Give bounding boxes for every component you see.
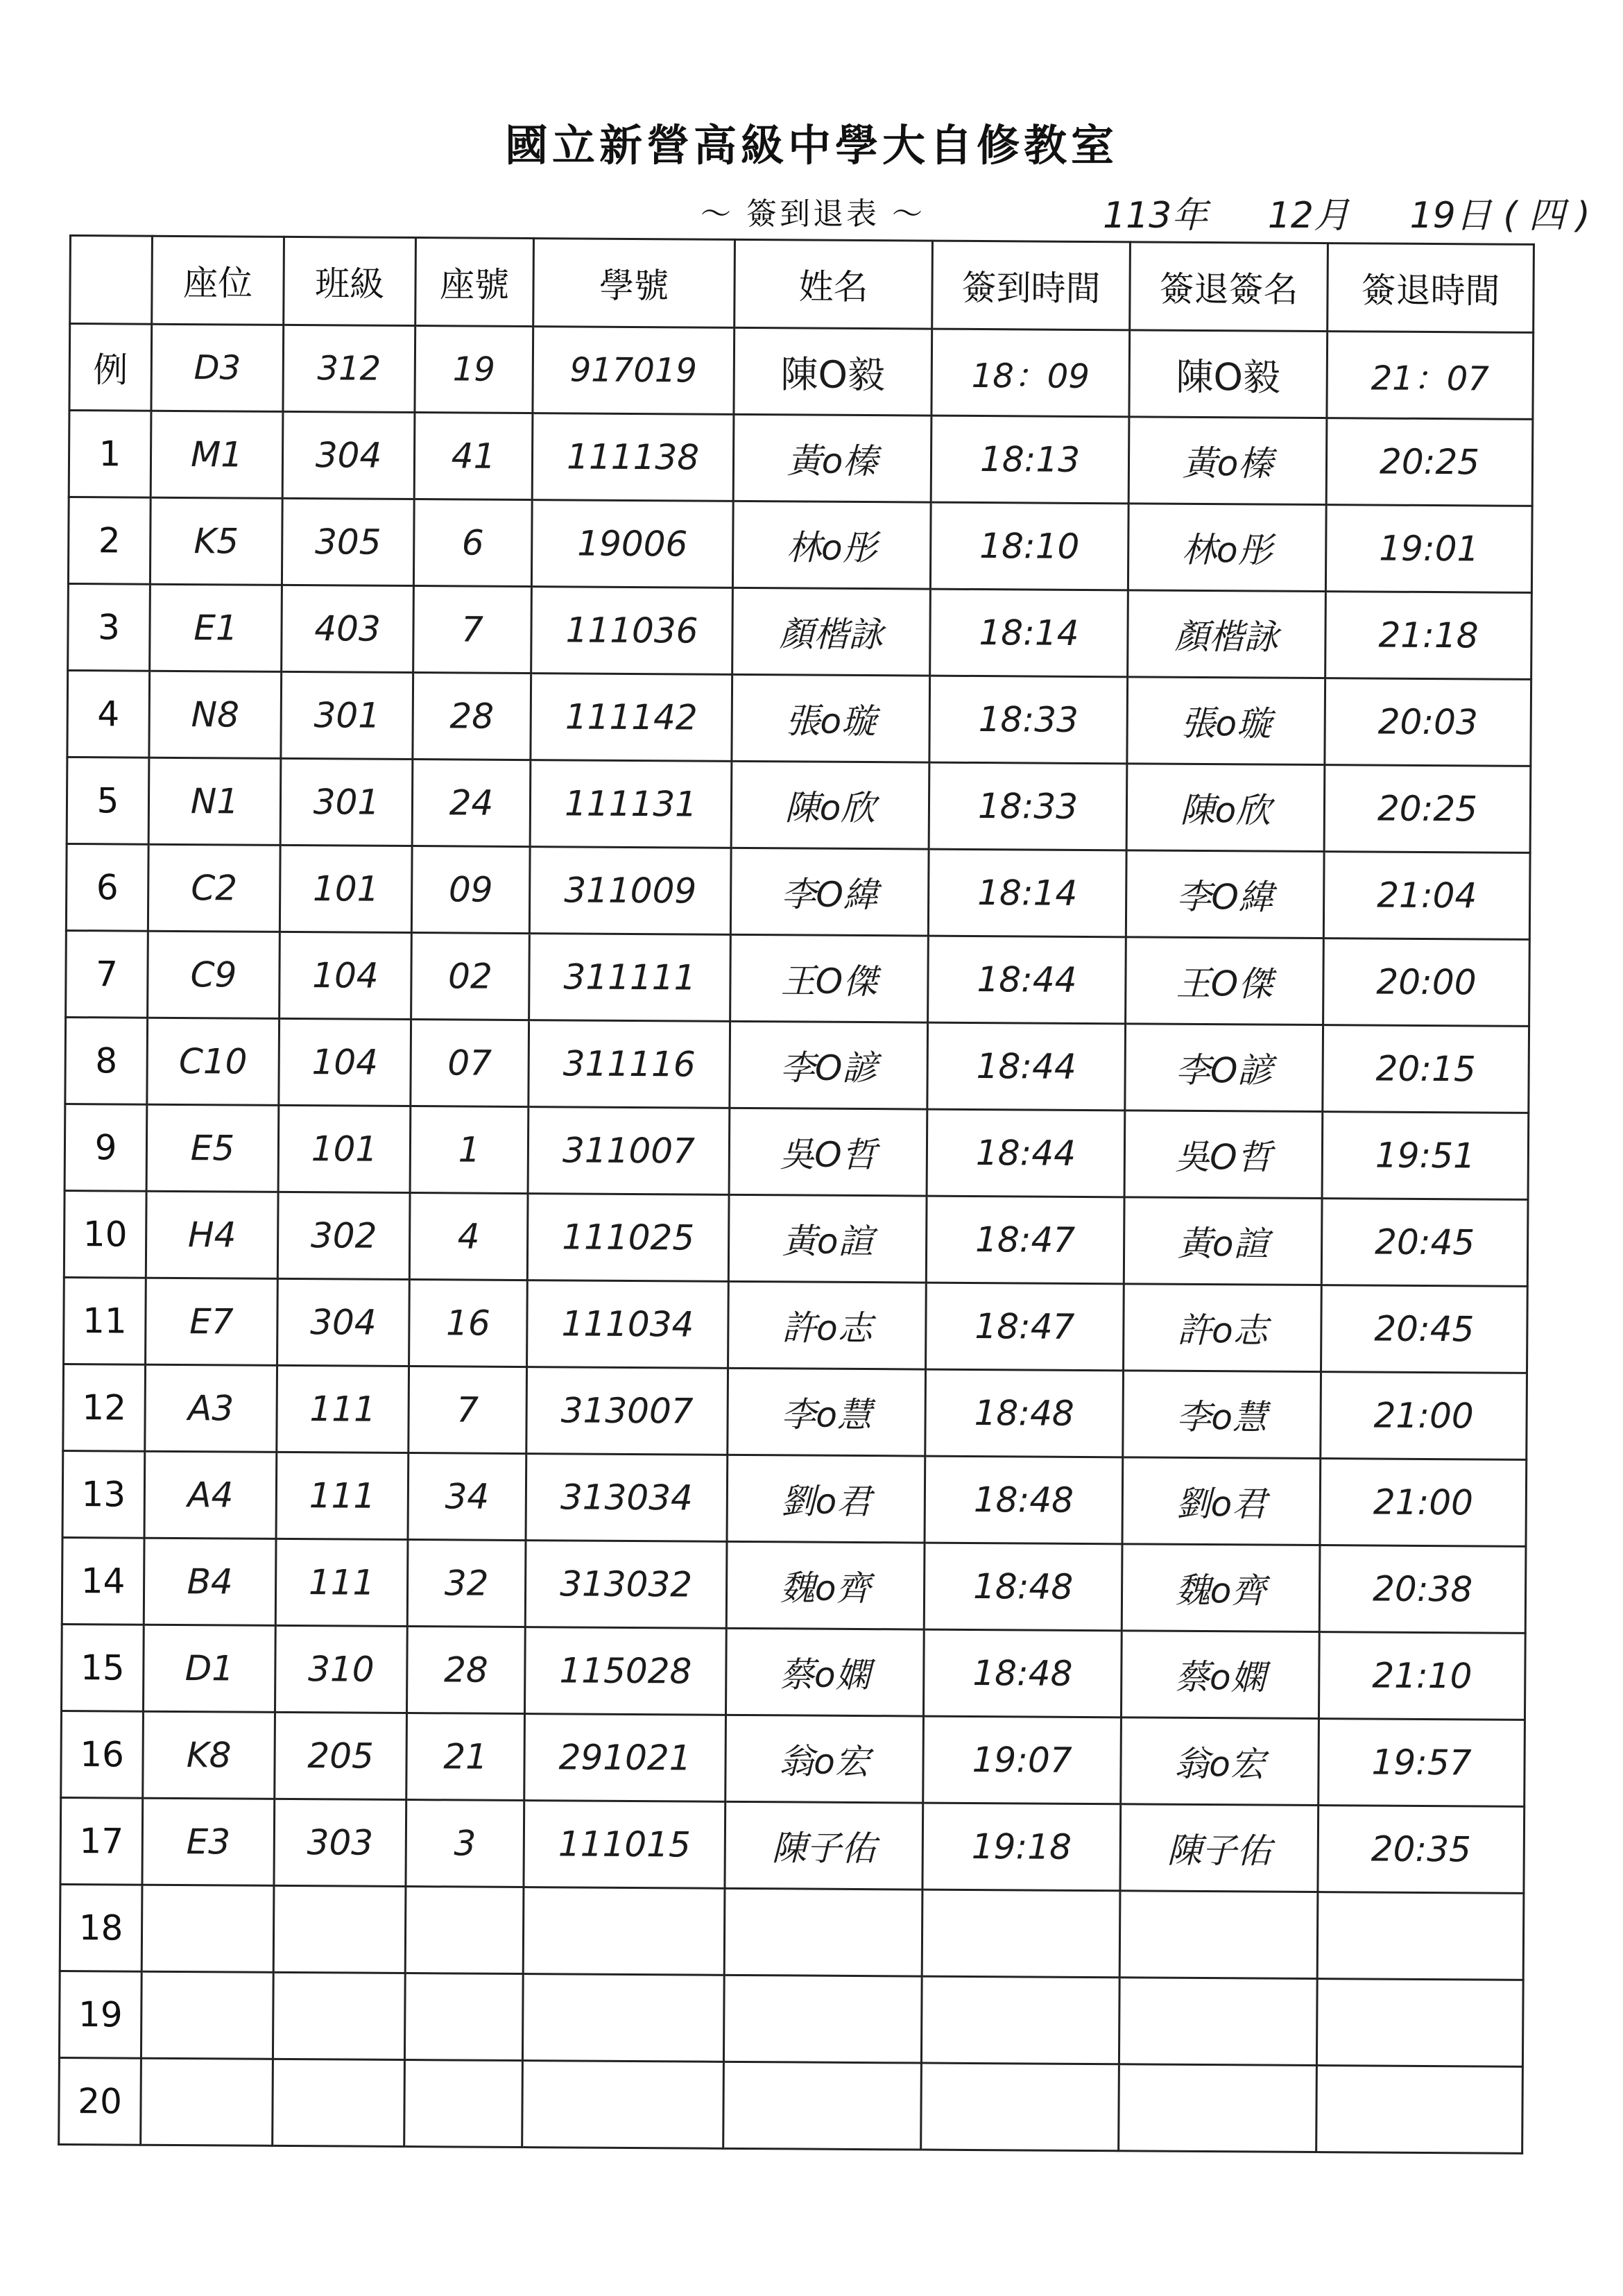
table-row <box>64 1277 1528 1373</box>
sign-out-time-cell: 21:10 <box>1319 1632 1525 1720</box>
form-date <box>1103 186 1590 238</box>
seat-number-cell: 1 <box>410 1106 529 1194</box>
name-cell <box>723 1975 922 2063</box>
table-row <box>68 497 1532 593</box>
seat-number-cell <box>405 1887 524 1974</box>
name-cell: 陳子佑 <box>725 1801 923 1890</box>
student-id-cell: 111025 <box>527 1194 729 1282</box>
sign-out-time-cell: 21:00 <box>1321 1372 1527 1460</box>
name-cell: 翁o宏 <box>725 1715 924 1803</box>
name-cell: 李o慧 <box>728 1368 926 1456</box>
sign-out-time-cell <box>1316 1979 1523 2067</box>
header-cell-seat: 座位 <box>152 236 284 325</box>
seat-number-cell: 19 <box>415 326 533 413</box>
student-id-cell: 313007 <box>526 1367 728 1455</box>
class-cell: 303 <box>274 1799 406 1886</box>
class-cell <box>273 1972 405 2059</box>
student-id-cell: 111015 <box>524 1801 725 1889</box>
row-number: 例 <box>69 324 152 411</box>
student-id-cell: 311116 <box>529 1020 730 1108</box>
seat-number-cell: 21 <box>406 1713 525 1801</box>
class-cell <box>273 1885 406 1973</box>
seat-cell <box>141 1885 274 1972</box>
row-number: 14 <box>62 1537 144 1625</box>
sign-out-time-cell: 21:00 <box>1320 1459 1527 1547</box>
sign-out-signature-cell: 陳O毅 <box>1129 330 1328 418</box>
row-number: 5 <box>67 757 149 844</box>
student-id-cell <box>523 1887 725 1976</box>
class-cell: 104 <box>279 1018 411 1106</box>
seat-number-cell: 07 <box>411 1020 529 1107</box>
seat-number-cell: 24 <box>412 760 531 847</box>
sign-out-time-cell: 20:25 <box>1324 765 1531 853</box>
row-number: 2 <box>68 497 151 585</box>
sign-in-time-cell: 18:33 <box>929 676 1128 764</box>
sign-out-signature-cell: 魏o齊 <box>1122 1544 1320 1632</box>
header-cell-sign-out-time: 簽退時間 <box>1328 243 1534 333</box>
student-id-cell: 311111 <box>529 934 731 1022</box>
seat-cell: N8 <box>149 671 282 758</box>
sign-out-signature-cell <box>1119 1891 1318 1979</box>
seat-number-cell: 28 <box>406 1627 525 1714</box>
seat-cell: K5 <box>150 497 282 585</box>
name-cell: 李O諺 <box>730 1021 928 1109</box>
row-number: 15 <box>61 1624 144 1711</box>
sign-in-time-cell: 18：09 <box>931 329 1130 417</box>
table-row <box>64 1190 1528 1286</box>
student-id-cell: 917019 <box>533 327 735 415</box>
table-row <box>62 1537 1526 1633</box>
sign-in-time-cell: 18:44 <box>928 936 1126 1024</box>
row-number: 4 <box>67 670 150 757</box>
class-cell: 304 <box>277 1278 410 1366</box>
table-row <box>65 1104 1529 1199</box>
sign-out-signature-cell: 黃o榛 <box>1128 417 1327 505</box>
seat-cell: D3 <box>151 324 284 411</box>
name-cell: 吳O哲 <box>729 1108 927 1196</box>
sign-in-time-cell: 18:44 <box>927 1022 1126 1111</box>
class-cell: 111 <box>277 1365 409 1453</box>
class-cell: 301 <box>281 671 413 759</box>
seat-cell: C9 <box>148 931 280 1018</box>
sign-out-time-cell: 20:35 <box>1318 1806 1525 1894</box>
seat-number-cell: 02 <box>411 933 530 1020</box>
seat-cell: N1 <box>148 757 281 845</box>
name-cell: 黃o榛 <box>733 414 931 502</box>
name-cell <box>723 2062 922 2150</box>
row-number: 16 <box>61 1711 144 1798</box>
sign-out-signature-cell: 翁o宏 <box>1121 1717 1319 1806</box>
row-number: 1 <box>69 411 151 498</box>
header-cell-seat-no: 座號 <box>415 238 534 327</box>
student-id-cell: 111131 <box>530 760 732 848</box>
name-cell: 劉o君 <box>727 1455 925 1543</box>
sign-in-time-cell: 18:13 <box>931 415 1129 504</box>
table-row <box>67 757 1531 853</box>
seat-cell <box>141 1971 273 2059</box>
seat-cell: H4 <box>146 1191 278 1278</box>
page-title: 國立新營高級中學大自修教室 <box>504 120 1118 171</box>
name-cell: 李O緯 <box>730 848 929 936</box>
seat-number-cell: 32 <box>407 1540 526 1627</box>
seat-cell <box>141 2058 273 2145</box>
seat-cell: K8 <box>143 1711 275 1799</box>
seat-cell: E3 <box>142 1798 275 1885</box>
class-cell: 403 <box>282 585 414 672</box>
row-number: 11 <box>64 1277 146 1364</box>
table-row <box>65 1017 1529 1113</box>
sign-out-signature-cell: 顏楷詠 <box>1128 590 1326 678</box>
row-number: 6 <box>66 843 148 931</box>
sign-in-time-cell: 18:14 <box>930 589 1128 677</box>
seat-cell: E1 <box>150 584 282 671</box>
sign-in-out-table <box>58 234 1535 2154</box>
student-id-cell: 311007 <box>528 1107 730 1195</box>
sign-in-time-cell: 18:48 <box>925 1369 1124 1457</box>
sign-in-time-cell: 19:07 <box>923 1716 1122 1804</box>
seat-number-cell: 6 <box>413 499 532 587</box>
sign-out-time-cell: 20:00 <box>1323 939 1530 1027</box>
name-cell: 黃o諠 <box>728 1194 927 1283</box>
header-cell-sign-in-time: 簽到時間 <box>932 241 1131 330</box>
name-cell: 陳o欣 <box>731 761 929 849</box>
seat-cell: A3 <box>145 1364 277 1452</box>
table-row <box>63 1364 1527 1459</box>
class-cell <box>273 2059 405 2146</box>
table-row <box>66 843 1530 939</box>
sign-out-time-cell <box>1317 1892 1524 1980</box>
seat-number-cell: 3 <box>406 1800 524 1887</box>
sign-in-time-cell <box>922 1890 1120 1978</box>
seat-number-cell: 41 <box>414 413 533 500</box>
seat-cell: E5 <box>146 1104 279 1192</box>
seat-number-cell: 09 <box>411 846 530 934</box>
sign-in-time-cell: 18:47 <box>926 1196 1124 1284</box>
header-cell-name: 姓名 <box>735 239 933 329</box>
row-number: 13 <box>62 1450 145 1538</box>
class-cell: 310 <box>275 1625 407 1713</box>
seat-cell: M1 <box>151 411 283 498</box>
table-row <box>61 1711 1525 1806</box>
example-row <box>69 324 1534 420</box>
class-cell: 312 <box>283 325 415 412</box>
class-cell: 205 <box>275 1712 407 1799</box>
seat-number-cell <box>404 2060 523 2148</box>
row-number: 18 <box>60 1884 142 1971</box>
sign-out-time-cell: 20:38 <box>1319 1545 1526 1634</box>
sign-out-signature-cell: 蔡o嫻 <box>1121 1631 1319 1719</box>
sign-out-time-cell: 19:57 <box>1319 1719 1525 1807</box>
sign-out-signature-cell: 林o彤 <box>1128 504 1326 592</box>
header-cell-class: 班級 <box>284 237 416 325</box>
table-row <box>68 583 1532 679</box>
form-subtitle: ～ 簽到退表 ～ <box>701 196 925 232</box>
sign-out-time-cell: 20:45 <box>1321 1285 1528 1373</box>
student-id-cell: 313034 <box>526 1454 728 1542</box>
class-cell: 301 <box>280 758 413 846</box>
date-year: 113年 <box>1103 195 1208 237</box>
sign-out-signature-cell: 王O傑 <box>1126 937 1324 1025</box>
seat-cell: B4 <box>144 1538 276 1625</box>
header-row <box>70 236 1534 333</box>
seat-cell: C10 <box>147 1018 280 1105</box>
sign-out-signature-cell: 陳子佑 <box>1120 1804 1319 1892</box>
sign-out-time-cell: 19:51 <box>1322 1112 1529 1200</box>
seat-number-cell: 7 <box>413 586 532 674</box>
header-cell-sign-out-signature: 簽退簽名 <box>1130 242 1328 332</box>
class-cell: 111 <box>276 1452 409 1539</box>
header-cell-index <box>70 236 153 325</box>
sign-out-signature-cell: 張o璇 <box>1127 677 1325 765</box>
sign-in-time-cell: 18:47 <box>926 1283 1124 1371</box>
seat-number-cell: 34 <box>408 1453 526 1541</box>
sign-in-time-cell: 19:18 <box>922 1803 1121 1891</box>
sign-out-time-cell: 20:25 <box>1326 418 1533 506</box>
table-row <box>59 2057 1523 2153</box>
row-number: 9 <box>65 1104 147 1191</box>
row-number: 19 <box>59 1971 141 2058</box>
seat-number-cell: 16 <box>409 1280 528 1367</box>
table-row <box>60 1884 1524 1980</box>
date-month: 12月 <box>1267 195 1350 237</box>
table-row <box>62 1450 1527 1546</box>
student-id-cell: 291021 <box>524 1714 726 1802</box>
sign-out-signature-cell: 許o志 <box>1124 1284 1322 1372</box>
seat-cell: C2 <box>148 844 280 932</box>
sign-out-time-cell <box>1316 2066 1523 2154</box>
sign-out-signature-cell: 李O緯 <box>1126 850 1324 939</box>
sign-in-time-cell: 18:14 <box>928 849 1126 937</box>
row-number: 10 <box>64 1190 146 1278</box>
sign-in-time-cell: 18:44 <box>927 1109 1125 1197</box>
row-number: 8 <box>65 1017 148 1104</box>
class-cell: 104 <box>280 932 412 1019</box>
name-cell: 魏o齊 <box>726 1541 925 1629</box>
sign-in-time-cell: 18:48 <box>923 1629 1122 1717</box>
sign-in-time-cell: 18:10 <box>930 502 1128 590</box>
sign-out-time-cell: 21:04 <box>1323 852 1530 940</box>
sign-in-time-cell: 18:48 <box>925 1456 1123 1544</box>
name-cell: 林o彤 <box>732 501 931 589</box>
table-row <box>59 1971 1523 2066</box>
sign-out-time-cell: 21:18 <box>1325 592 1532 680</box>
name-cell: 顏楷詠 <box>732 588 931 676</box>
header-cell-student-id: 學號 <box>533 239 735 328</box>
row-number: 7 <box>66 930 148 1018</box>
name-cell: 張o璇 <box>732 674 930 762</box>
student-id-cell: 111034 <box>527 1280 729 1369</box>
name-cell: 蔡o嫻 <box>725 1628 924 1716</box>
student-id-cell <box>522 1974 724 2062</box>
name-cell: 許o志 <box>728 1281 927 1369</box>
seat-number-cell: 28 <box>413 673 531 760</box>
sign-out-signature-cell <box>1119 1978 1317 2066</box>
sign-out-time-cell: 19:01 <box>1325 505 1532 593</box>
seat-cell: E7 <box>146 1278 278 1365</box>
name-cell <box>724 1888 922 1976</box>
student-id-cell: 111036 <box>531 587 733 675</box>
row-number: 12 <box>63 1364 146 1451</box>
row-number: 20 <box>59 2057 141 2145</box>
sign-out-signature-cell: 黃o諠 <box>1124 1197 1322 1285</box>
student-id-cell: 115028 <box>524 1627 726 1715</box>
class-cell: 305 <box>282 498 414 585</box>
sign-out-time-cell: 21：07 <box>1327 332 1534 420</box>
student-id-cell <box>522 2061 724 2149</box>
class-cell: 101 <box>278 1105 411 1192</box>
student-id-cell: 19006 <box>531 500 733 588</box>
seat-cell: A4 <box>144 1451 277 1539</box>
sign-out-time-cell: 20:15 <box>1323 1025 1529 1113</box>
row-number: 17 <box>60 1797 143 1885</box>
sign-out-time-cell: 20:45 <box>1321 1199 1528 1287</box>
sign-out-signature-cell: 李o慧 <box>1123 1371 1321 1459</box>
sign-in-time-cell <box>921 1976 1119 2064</box>
sign-out-signature-cell <box>1119 2064 1317 2152</box>
class-cell: 111 <box>275 1539 408 1626</box>
table-row <box>60 1797 1525 1893</box>
seat-number-cell <box>404 1973 523 2061</box>
sign-in-time-cell: 18:48 <box>924 1543 1122 1631</box>
name-cell: 王O傑 <box>730 934 929 1022</box>
seat-cell: D1 <box>143 1625 275 1712</box>
sign-in-time-cell: 18:33 <box>929 762 1127 850</box>
student-id-cell: 311009 <box>529 847 731 935</box>
class-cell: 302 <box>277 1192 410 1279</box>
student-id-cell: 111138 <box>532 413 734 502</box>
row-number: 3 <box>68 583 151 671</box>
sign-out-time-cell: 20:03 <box>1325 678 1531 766</box>
table-row <box>61 1624 1525 1720</box>
class-cell: 304 <box>282 411 415 499</box>
sign-out-signature-cell: 吳O哲 <box>1124 1111 1323 1199</box>
date-day: 19日 ( 四 ) <box>1409 195 1590 237</box>
sign-out-signature-cell: 李O諺 <box>1125 1024 1323 1112</box>
student-id-cell: 313032 <box>525 1541 727 1629</box>
class-cell: 101 <box>280 845 412 932</box>
name-cell: 陳O毅 <box>734 327 932 415</box>
table-row <box>69 411 1533 506</box>
table-row <box>67 670 1531 766</box>
sign-out-signature-cell: 劉o君 <box>1122 1457 1321 1545</box>
table-row <box>66 930 1530 1026</box>
sign-in-time-cell <box>921 2063 1119 2151</box>
student-id-cell: 111142 <box>531 674 732 762</box>
seat-number-cell: 7 <box>409 1367 527 1454</box>
sign-out-signature-cell: 陳o欣 <box>1126 764 1325 852</box>
seat-number-cell: 4 <box>409 1193 528 1280</box>
